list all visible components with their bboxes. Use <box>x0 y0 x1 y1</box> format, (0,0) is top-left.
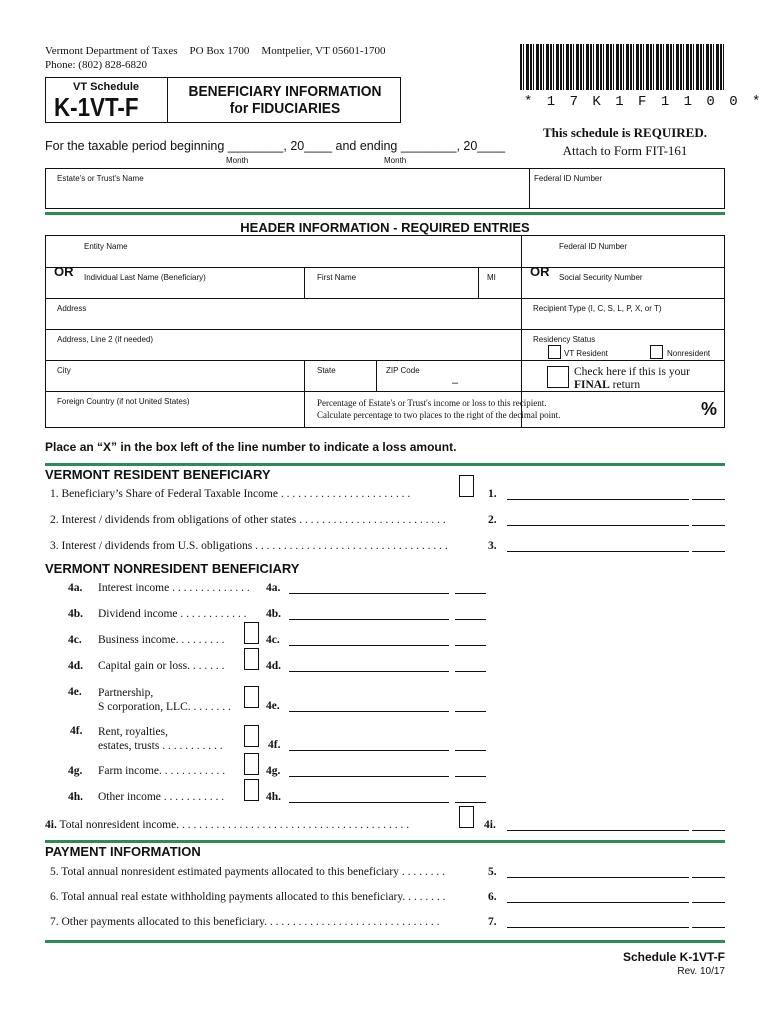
line-4g-loss-checkbox[interactable] <box>244 753 259 775</box>
line-7: 7. Other payments allocated to this beneficiary. . . . . . . . . . . . . . . . . . . . . . . . . . . . . . . <box>50 916 440 928</box>
line-3-cents[interactable] <box>692 540 725 552</box>
or-label-1: OR <box>54 264 74 279</box>
line-4g-amount[interactable] <box>289 765 449 777</box>
line-4c-ref: 4c. <box>266 634 280 646</box>
line-4h-cents[interactable] <box>455 791 486 803</box>
line-4b-ref: 4b. <box>266 608 282 620</box>
line-1-loss-checkbox[interactable] <box>459 475 474 497</box>
line-6-amount[interactable] <box>507 891 689 903</box>
line-4i: 4i. Total nonresident income. . . . . . . . . . . . . . . . . . . . . . . . . . . . . . . . . . . . . . . . . <box>45 819 410 831</box>
agency-phone: Phone: (802) 828-6820 <box>45 59 148 71</box>
line-4f-cents[interactable] <box>455 739 486 751</box>
line-4b: Dividend income . . . . . . . . . . . . <box>98 608 247 620</box>
federal-id-field[interactable]: Federal ID Number <box>559 242 628 251</box>
header-info-box <box>45 235 725 428</box>
line-4d-cents[interactable] <box>455 660 486 672</box>
line-7-ref: 7. <box>488 916 497 928</box>
line-4c-amount[interactable] <box>289 634 449 646</box>
line-4d-ref: 4d. <box>266 660 282 672</box>
line-4g-num: 4g. <box>68 765 83 777</box>
residency-label: Residency Status <box>533 335 596 344</box>
line-4c: Business income. . . . . . . . . <box>98 634 225 646</box>
line-6-ref: 6. <box>488 891 497 903</box>
address2-field[interactable]: Address, Line 2 (if needed) <box>57 335 154 344</box>
line-4c-loss-checkbox[interactable] <box>244 622 259 644</box>
line-2-cents[interactable] <box>692 514 725 526</box>
final-return-label: Check here if this is your FINAL return <box>574 366 690 391</box>
line-4a-cents[interactable] <box>455 582 486 594</box>
line-4a-num: 4a. <box>68 582 83 594</box>
agency-name: Vermont Department of Taxes <box>45 45 178 57</box>
last-name-field[interactable]: Individual Last Name (Beneficiary) <box>84 273 206 282</box>
line-4d-amount[interactable] <box>289 660 449 672</box>
footer-schedule: Schedule K-1VT-F <box>622 950 725 964</box>
line-4i-ref: 4i. <box>484 819 496 831</box>
ssn-field[interactable]: Social Security Number <box>559 273 643 282</box>
line-4h-num: 4h. <box>68 791 84 803</box>
line-4e-ref: 4e. <box>266 700 280 712</box>
line-5: 5. Total annual nonresident estimated payments allocated to this beneficiary . . . . . . . . <box>50 866 445 878</box>
barcode-text: * 1 7 K 1 F 1 1 0 0 * <box>524 94 764 110</box>
percentage-note: Percentage of Estate's or Trust's income or loss to this recipient. Calculate percentage to two places to the right of the decimal point. <box>317 398 561 420</box>
title-box <box>45 77 401 123</box>
agency-city: Montpelier, VT 05601-1700 <box>261 45 386 57</box>
line-4g-cents[interactable] <box>455 765 486 777</box>
line-4d: Capital gain or loss. . . . . . . <box>98 660 225 672</box>
line-4i-cents[interactable] <box>692 819 725 831</box>
line-5-cents[interactable] <box>692 866 725 878</box>
form-title: BENEFICIARY INFORMATION for FIDUCIARIES <box>188 83 382 117</box>
zip-dash: – <box>452 377 459 389</box>
foreign-country-field[interactable]: Foreign Country (if not United States) <box>57 397 190 406</box>
final-return-checkbox[interactable] <box>547 366 569 388</box>
line-5-ref: 5. <box>488 866 497 878</box>
line-2: 2. Interest / dividends from obligations of other states . . . . . . . . . . . . . . . . . . . . . . . . . . <box>50 514 446 526</box>
line-2-ref: 2. <box>488 514 497 526</box>
divider <box>45 463 725 466</box>
line-6: 6. Total annual real estate withholding payments allocated to this beneficiary. . . . . . . . <box>50 891 446 903</box>
loss-note: Place an “X” in the box left of the line number to indicate a loss amount. <box>45 440 457 454</box>
line-4c-cents[interactable] <box>455 634 486 646</box>
line-4h-loss-checkbox[interactable] <box>244 779 259 801</box>
line-3: 3. Interest / dividends from U.S. obligations . . . . . . . . . . . . . . . . . . . . . . . . . . . . . . . . . . <box>50 540 448 552</box>
line-4b-num: 4b. <box>68 608 84 620</box>
divider <box>45 840 725 843</box>
line-4d-num: 4d. <box>68 660 84 672</box>
line-4b-amount[interactable] <box>289 608 449 620</box>
line-1-ref: 1. <box>488 488 497 500</box>
line-4e-amount[interactable] <box>289 700 449 712</box>
line-4a: Interest income . . . . . . . . . . . . . . <box>98 582 250 594</box>
line-4a-amount[interactable] <box>289 582 449 594</box>
form-number: K-1VT-F <box>54 92 139 122</box>
resident-section-title: VERMONT RESIDENT BENEFICIARY <box>45 467 271 482</box>
nonresident-checkbox[interactable] <box>650 345 663 359</box>
line-4d-loss-checkbox[interactable] <box>244 648 259 670</box>
line-4e-num: 4e. <box>68 686 82 698</box>
state-field[interactable]: State <box>317 366 336 375</box>
line-4f-num: 4f. <box>70 725 83 737</box>
vt-resident-checkbox[interactable] <box>548 345 561 359</box>
line-6-cents[interactable] <box>692 891 725 903</box>
payment-section-title: PAYMENT INFORMATION <box>45 844 201 859</box>
footer-rev: Rev. 10/17 <box>677 966 725 977</box>
header-info-title: HEADER INFORMATION - REQUIRED ENTRIES <box>240 220 530 235</box>
po-box: PO Box 1700 <box>189 45 250 57</box>
line-4e: Partnership, S corporation, LLC. . . . . . . . <box>98 687 231 713</box>
estate-name-field[interactable]: Estate's or Trust's Name <box>57 174 144 183</box>
line-4e-cents[interactable] <box>455 700 486 712</box>
or-label-2: OR <box>530 264 550 279</box>
nonresident-section-title: VERMONT NONRESIDENT BENEFICIARY <box>45 561 300 576</box>
estate-box <box>45 168 725 209</box>
divider <box>45 212 725 215</box>
line-3-ref: 3. <box>488 540 497 552</box>
line-4h-ref: 4h. <box>266 791 282 803</box>
line-4h-amount[interactable] <box>289 791 449 803</box>
attach-notice: Attach to Form FIT-161 <box>562 143 688 158</box>
estate-fid-field[interactable]: Federal ID Number <box>534 174 603 183</box>
line-4h: Other income . . . . . . . . . . . <box>98 791 225 803</box>
city-field[interactable]: City <box>57 366 71 375</box>
month-label-2: Month <box>384 156 407 165</box>
vt-resident-label: VT Resident <box>564 349 608 358</box>
recipient-type-field[interactable]: Recipient Type (I, C, S, L, P, X, or T) <box>533 304 662 313</box>
entity-name-field[interactable]: Entity Name <box>84 242 128 251</box>
line-4c-num: 4c. <box>68 634 82 646</box>
first-name-field[interactable]: First Name <box>317 273 357 282</box>
line-7-amount[interactable] <box>507 916 689 928</box>
mi-field[interactable]: MI <box>487 273 496 282</box>
zip-field[interactable]: ZIP Code <box>386 366 420 375</box>
agency-address <box>45 44 398 72</box>
line-7-cents[interactable] <box>692 916 725 928</box>
line-4g: Farm income. . . . . . . . . . . . <box>98 765 226 777</box>
required-notice: This schedule is REQUIRED. <box>543 125 707 140</box>
line-4i-amount[interactable] <box>507 819 689 831</box>
line-1: 1. Beneficiary’s Share of Federal Taxable Income . . . . . . . . . . . . . . . . . . . . . . . <box>50 488 411 500</box>
line-4b-cents[interactable] <box>455 608 486 620</box>
nonresident-label: Nonresident <box>667 349 711 358</box>
line-5-amount[interactable] <box>507 866 689 878</box>
line-2-amount[interactable] <box>507 514 689 526</box>
line-4i-loss-checkbox[interactable] <box>459 806 474 828</box>
percent-field[interactable]: % <box>701 399 718 419</box>
taxable-period[interactable]: For the taxable period beginning ________, 20____ and ending ________, 20____ <box>45 139 506 153</box>
line-4a-ref: 4a. <box>266 582 281 594</box>
line-4f-amount[interactable] <box>289 739 449 751</box>
line-3-amount[interactable] <box>507 540 689 552</box>
line-1-cents[interactable] <box>692 488 725 500</box>
divider <box>45 940 725 943</box>
schedule-label: VT Schedule <box>72 81 140 93</box>
line-4f-ref: 4f. <box>268 739 281 751</box>
line-4f: Rent, royalties, estates, trusts . . . . . . . . . . . <box>98 726 223 752</box>
line-4g-ref: 4g. <box>266 765 281 777</box>
month-label-1: Month <box>226 156 249 165</box>
line-4f-loss-checkbox[interactable] <box>244 725 259 747</box>
line-1-amount[interactable] <box>507 488 689 500</box>
barcode <box>520 44 724 90</box>
line-4e-loss-checkbox[interactable] <box>244 686 259 708</box>
address-field[interactable]: Address <box>57 304 87 313</box>
